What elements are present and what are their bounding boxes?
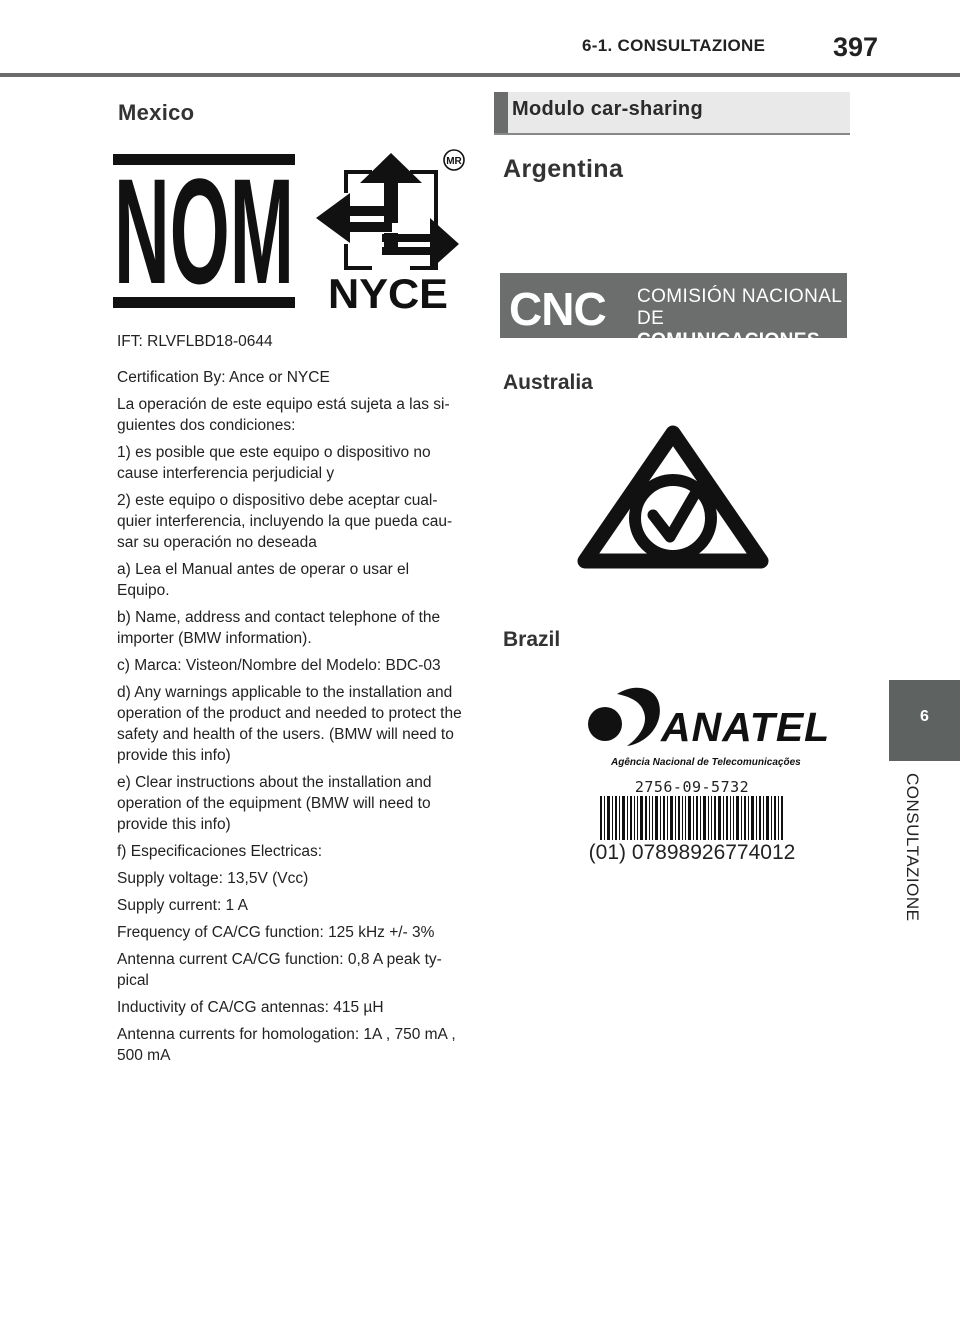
cnc-line-1: COMISIÓN NACIONAL <box>637 286 843 307</box>
paragraph: f) Especificaciones Electricas: <box>117 843 323 860</box>
svg-text:NYCE: NYCE <box>328 270 448 313</box>
nom-logo <box>113 151 297 311</box>
anatel-wordmark: ANATEL <box>661 704 831 750</box>
paragraph: La operación de este equipo está sujeta a las si-guientes dos condiciones: <box>117 396 450 434</box>
heading-mexico: Mexico <box>118 100 195 125</box>
paragraph: 2) este equipo o dispositivo debe aceptar cual-quier interferencia, incluyendo la que pueda cau-sar su operación no deseada <box>117 492 453 551</box>
anatel-symbol-icon <box>583 680 663 760</box>
section-bar-accent <box>494 92 508 133</box>
header-rule <box>0 73 960 77</box>
cnc-logo <box>500 273 847 351</box>
nyce-logo <box>312 148 467 313</box>
anatel-subtitle: Agência Nacional de Telecomunicações <box>611 757 801 768</box>
paragraph: Antenna current CA/CG function: 0,8 A peak ty-pical <box>117 951 442 989</box>
cnc-line-2 <box>637 308 847 352</box>
cnc-line-2-bold: COMUNICACIONES <box>637 330 820 351</box>
svg-text:MR: MR <box>446 156 462 167</box>
chapter-label: CONSULTAZIONE <box>903 773 922 922</box>
page-number: 397 <box>833 32 879 62</box>
paragraph: a) Lea el Manual antes de operar o usar el Equipo. <box>117 561 410 599</box>
paragraph: c) Marca: Visteon/Nombre del Modelo: BDC-03 <box>117 657 441 674</box>
paragraph: Supply voltage: 13,5V (Vcc) <box>117 870 309 887</box>
paragraph: 1) es posible que este equipo o dispositivo no cause interferencia perjudicial y <box>117 444 431 482</box>
heading-australia: Australia <box>503 371 593 394</box>
rcm-compliance-mark-icon <box>575 425 771 571</box>
heading-argentina: Argentina <box>503 155 624 183</box>
mexico-body-text <box>117 331 462 1072</box>
paragraph: Certification By: Ance or NYCE <box>117 369 330 386</box>
paragraph: Supply current: 1 A <box>117 897 248 914</box>
paragraph: IFT: RLVFLBD18-0644 <box>117 333 273 350</box>
section-bar <box>494 92 850 135</box>
cnc-line-2-prefix: DE <box>637 308 665 329</box>
cnc-acronym: CNC <box>509 283 606 335</box>
paragraph: b) Name, address and contact telephone of the importer (BMW information). <box>117 609 441 647</box>
barcode-number: (01) 07898926774012 <box>588 841 796 864</box>
svg-text:NOM: NOM <box>114 151 294 311</box>
anatel-certificate-code: 2756-09-5732 <box>634 778 750 796</box>
section-title: Modulo car-sharing <box>512 98 703 120</box>
running-header-section: 6-1. CONSULTAZIONE <box>582 36 766 55</box>
paragraph: e) Clear instructions about the installation and operation of the equipment (BMW will need to provide this info) <box>117 774 432 833</box>
paragraph: Antenna currents for homologation: 1A , 750 mA , 500 mA <box>117 1026 456 1064</box>
paragraph: d) Any warnings applicable to the installation and operation of the product and needed to protect the safety and health of the users. (BMW will need to provide this info) <box>117 684 462 764</box>
chapter-tab <box>889 680 960 761</box>
heading-brazil: Brazil <box>503 628 561 651</box>
paragraph: Inductivity of CA/CG antennas: 415 µH <box>117 999 384 1016</box>
chapter-number: 6 <box>920 708 929 725</box>
paragraph: Frequency of CA/CG function: 125 kHz +/- 3% <box>117 924 435 941</box>
barcode-icon <box>600 796 784 840</box>
